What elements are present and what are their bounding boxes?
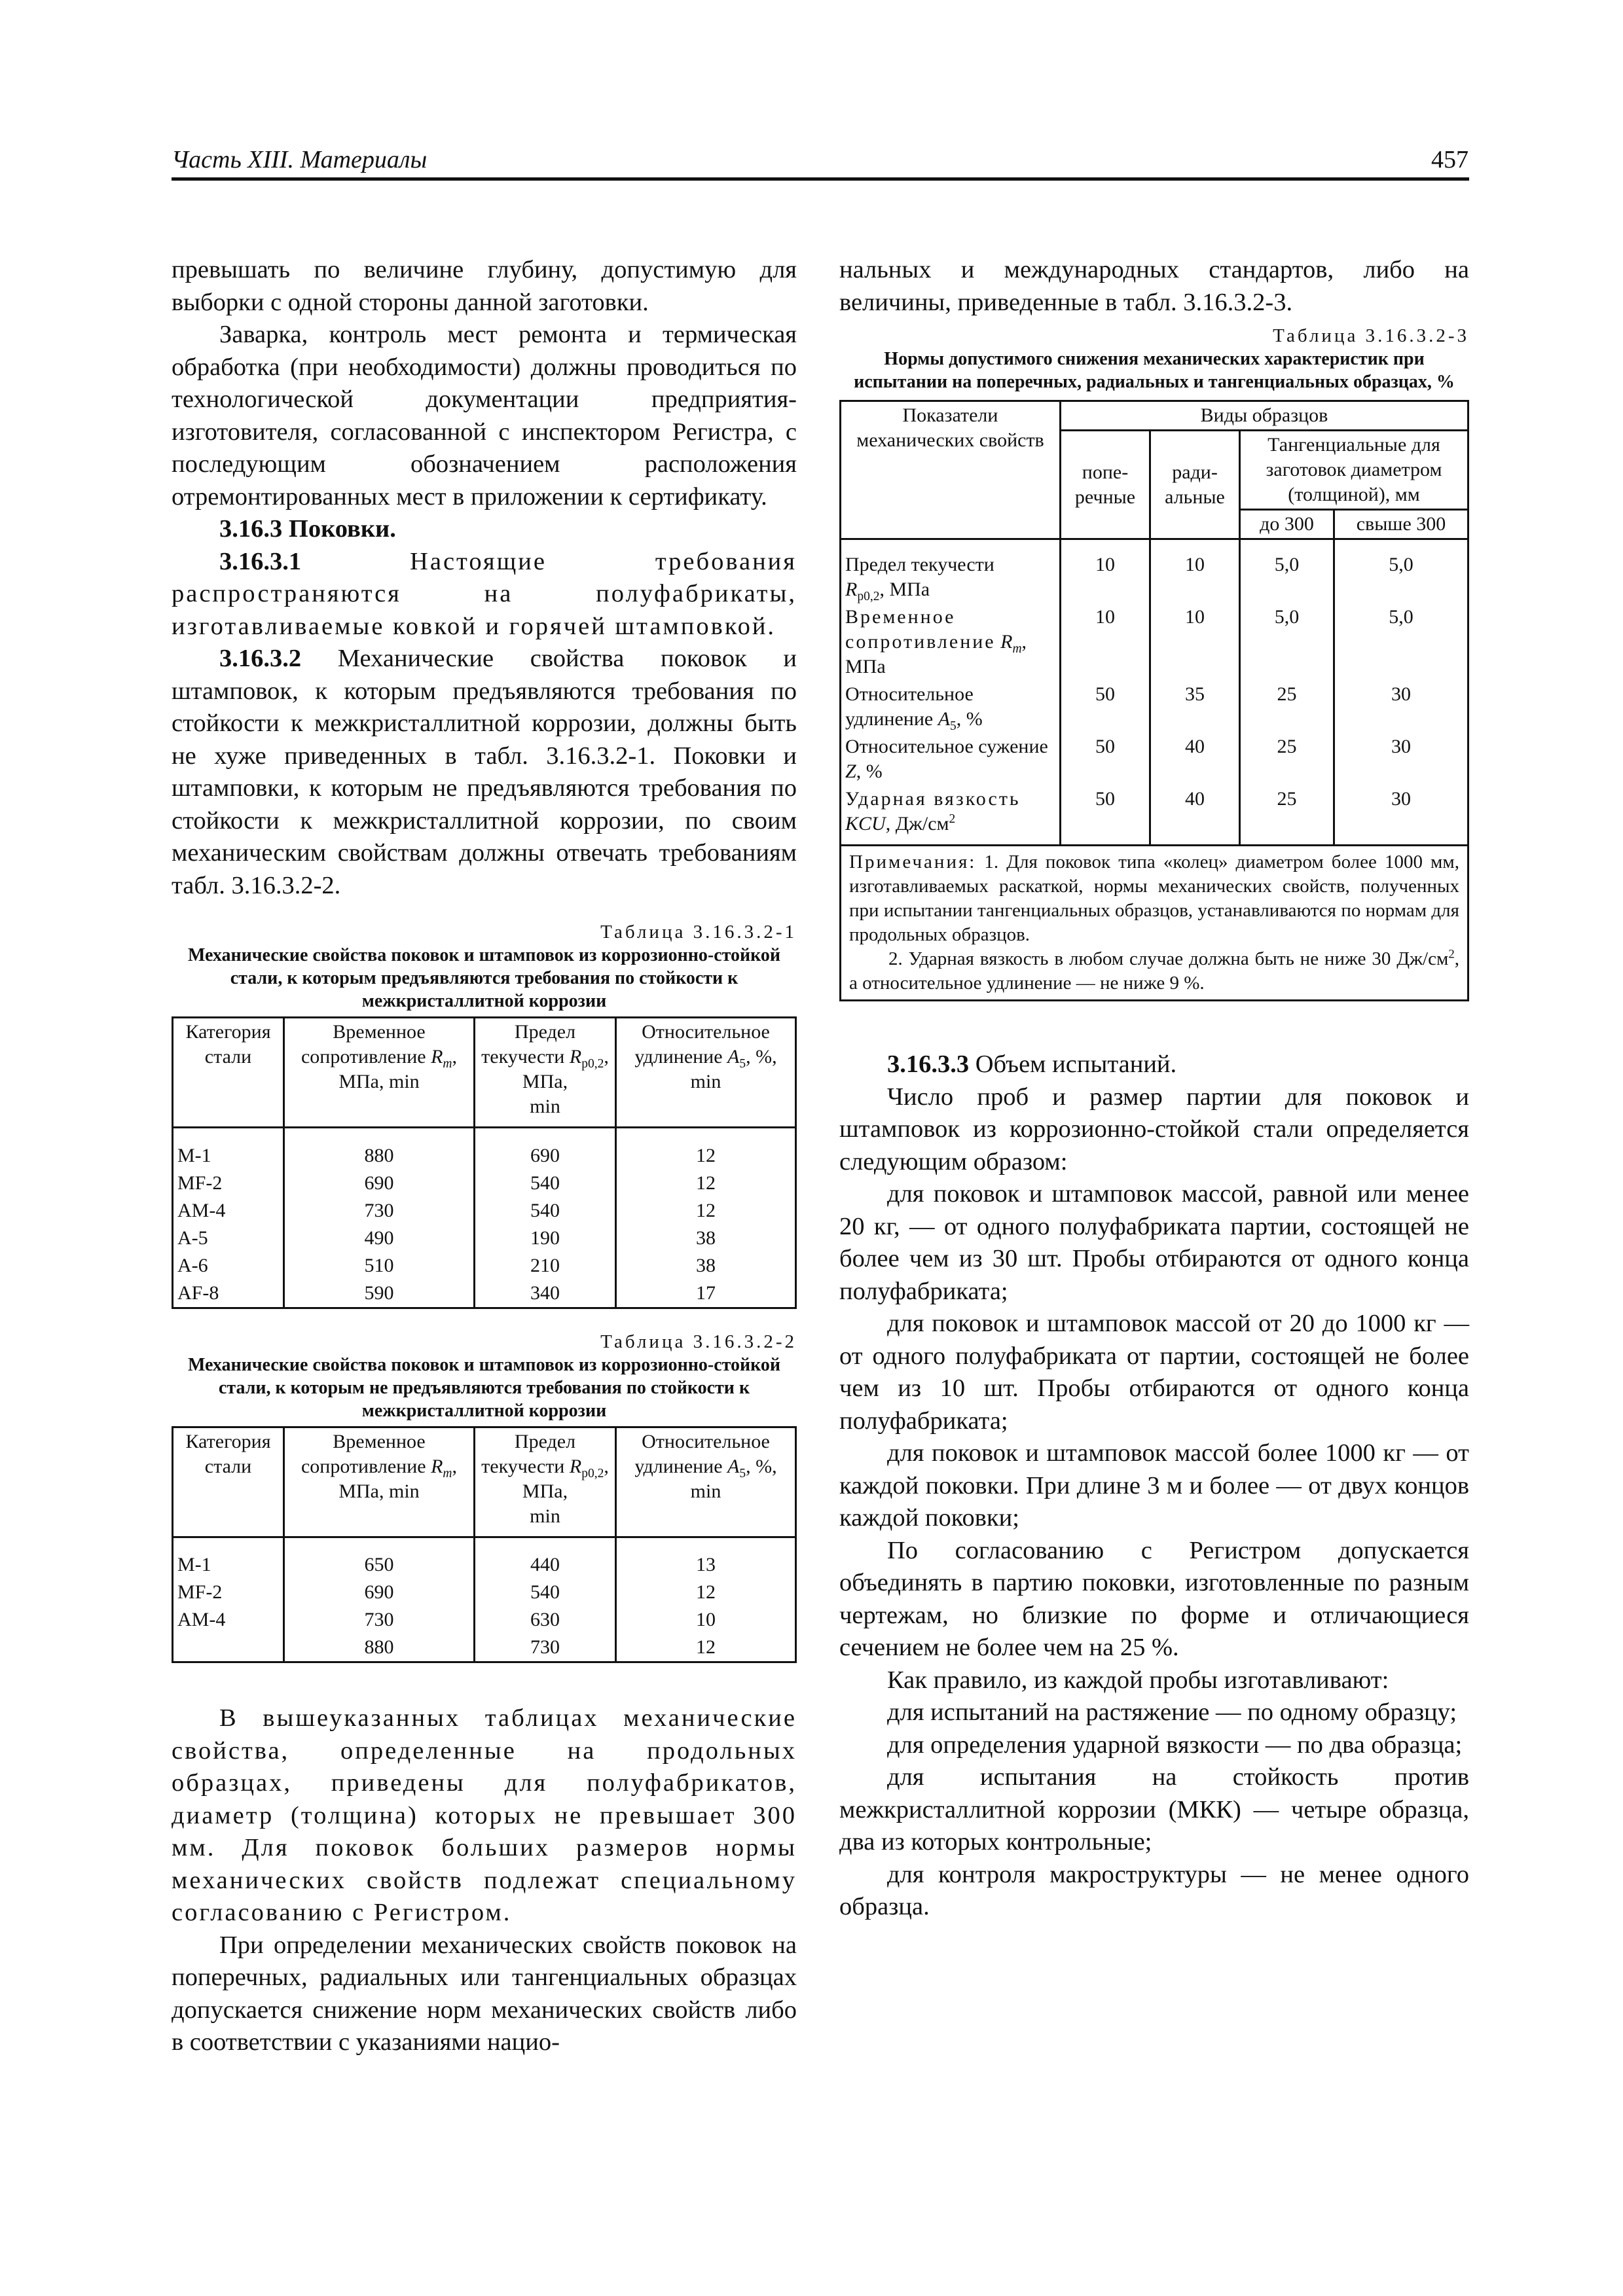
clause-text: Механические свойства поковок и штамповок, к которым предъявляются требования по стойкости к межкристаллитной коррозии, должны быть не хуже приведенных в табл. 3.16.3.2-1. Поковки и штамповки, к которым не предъявляются требования по стойкости к межкристаллитной коррозии, по своим механическим свойствам должны отвечать требованиям табл. 3.16.3.2-2. <box>172 645 797 899</box>
paragraph: для поковок и штамповок массой, равной или менее 20 кг, — от одного полуфабриката партии, состоящей не более чем из 30 шт. Пробы отбираются от одного конца полуфабриката; <box>839 1180 1469 1305</box>
mech-props-table-2 <box>172 1426 797 1664</box>
row-label: Относительное сужение Z, % <box>841 733 1061 785</box>
table-row: AM-4 730 630 10 <box>173 1606 796 1634</box>
row-label: Предел текучести $R_{p0,2}$, МПа <box>841 551 1061 603</box>
table-row: Относительное удлинение $A_5$, % 50 35 25 30 <box>841 681 1468 733</box>
table-header-row <box>841 401 1468 431</box>
col-header-yield: Предел текучести $R_{p0,2}$, МПа, min <box>475 1427 616 1537</box>
mech-props-table-1 <box>172 1016 797 1309</box>
note-2: 2. Ударная вязкость в любом случае должна быть не ниже 30 $Дж/см^2$, а относительное удлинение — не ниже 9 %. <box>849 947 1459 994</box>
paragraph: превышать по величине глубину, допустимую для выборки с одной стороны данной заготовки. <box>172 256 797 316</box>
col-header-elongation: Относительное удлинение $A_5$, %, min <box>616 1018 796 1128</box>
table-row: AM-4 730 540 12 <box>173 1197 796 1225</box>
section-heading-text: 3.16.3 Поковки. <box>219 515 396 543</box>
paragraph: для контроля макроструктуры — не менее одного образца. <box>839 1860 1469 1920</box>
paragraph: для испытания на стойкость против межкристаллитной коррозии (МКК) — четыре образца, два из которых контрольные; <box>839 1763 1469 1856</box>
row-label: Ударная вязкость KCU, $Дж/см^2$ <box>841 785 1061 838</box>
table-notes-row <box>841 846 1468 1001</box>
paragraph: для испытаний на растяжение — по одному образцу; <box>887 1698 1457 1726</box>
table-row: M-1 880 690 12 <box>173 1142 796 1170</box>
table-title: Механические свойства поковок и штамповок из коррозионно-стойкой стали, к которым не предъявляются требования по стойкости к межкристаллитной коррозии <box>187 1354 781 1421</box>
table-row: Предел текучести $R_{p0,2}$, МПа 10 10 5,0 5,0 <box>841 551 1468 603</box>
clause-number: 3.16.3.1 <box>219 547 302 575</box>
table-row: M-1 650 440 13 <box>173 1551 796 1579</box>
table-title: Механические свойства поковок и штамповок из коррозионно-стойкой стали, к которым предъявляются требования по стойкости к межкристаллитной коррозии <box>187 945 781 1011</box>
left-column <box>172 254 797 2059</box>
table-caption: Таблица 3.16.3.2-3 <box>1273 325 1469 346</box>
paragraph: Как правило, из каждой пробы изготавливают: <box>887 1666 1389 1694</box>
notes-label: Примечания: <box>849 852 977 872</box>
paragraph <box>172 643 797 902</box>
clause-number: 3.16.3.2 <box>219 645 302 672</box>
right-column <box>839 254 1469 1924</box>
table-caption: Таблица 3.16.3.2-1 <box>600 922 797 942</box>
row-label: Временное сопротивление $R_m$, МПа <box>841 603 1061 681</box>
table-notes <box>841 846 1468 1001</box>
paragraph: для поковок и штамповок массой более 1000 кг — от каждой поковки. При длине 3 м и более — от двух концов каждой поковки; <box>839 1439 1469 1532</box>
paragraph <box>172 546 797 643</box>
section-heading <box>839 1049 1469 1081</box>
clause-text: Объем испытаний. <box>969 1050 1177 1078</box>
col-header-yield: Предел текучести $R_{p0,2}$, МПа, min <box>475 1018 616 1128</box>
reduction-norms-table <box>839 400 1469 1001</box>
col-header-radial: ради- альные <box>1150 431 1240 539</box>
col-header-upto-300: до 300 <box>1240 510 1334 539</box>
paragraph: Число проб и размер партии для поковок и штамповок из коррозионно-стойкой стали определяется следующим образом: <box>839 1083 1469 1175</box>
note-1: 1. Для поковок типа «колец» диаметром более 1000 мм, изготавливаемых раскаткой, нормы механических свойств, полученных при испытании тангенциальных образцов, устанавливаются по нормам для продольных образцов. <box>849 852 1459 945</box>
table-header-row <box>173 1018 796 1128</box>
col-header-steel-category: Категория стали <box>173 1018 284 1128</box>
col-header-specimen-types: Виды образцов <box>1061 401 1468 431</box>
table-header-row <box>173 1427 796 1537</box>
paragraph: для поковок и штамповок массой от 20 до 1000 кг — от одного полуфабриката от партии, состоящей не более чем из 10 шт. Пробы отбираются от одного конца полуфабриката; <box>839 1310 1469 1435</box>
table-row: 880 730 12 <box>173 1634 796 1662</box>
paragraph: При определении механических свойств поковок на поперечных, радиальных или тангенциальных образцах допускается снижение норм механических свойств либо в соответствии с указаниями нацио- <box>172 1931 797 2056</box>
col-header-tangential: Тангенциальные для заготовок диаметром (толщиной), мм <box>1240 431 1468 510</box>
table-row: A-6 510 210 38 <box>173 1252 796 1280</box>
table-row: Временное сопротивление $R_m$, МПа 10 10 5,0 5,0 <box>841 603 1468 681</box>
col-header-tensile: Временное сопротивление $R_m$, МПа, min <box>284 1018 475 1128</box>
table-row: Относительное сужение Z, % 50 40 25 30 <box>841 733 1468 785</box>
table-row: MF-2 690 540 12 <box>173 1170 796 1197</box>
col-header-steel-category: Категория стали <box>173 1427 284 1537</box>
table-caption: Таблица 3.16.3.2-2 <box>600 1331 797 1352</box>
col-header-over-300: свыше 300 <box>1334 510 1468 539</box>
header-rule <box>172 177 1469 181</box>
table-title: Нормы допустимого снижения механических характеристик при испытании на поперечных, радиальных и тангенциальных образцах, % <box>854 349 1455 392</box>
table-row: A-5 490 190 38 <box>173 1225 796 1252</box>
page-number: 457 <box>1431 146 1468 173</box>
table-row: Ударная вязкость KCU, $Дж/см^2$ 50 40 25 30 <box>841 785 1468 838</box>
paragraph: нальных и международных стандартов, либо на величины, приведенные в табл. 3.16.3.2-3. <box>839 256 1469 316</box>
paragraph: Заварка, контроль мест ремонта и термическая обработка (при необходимости) должны проводиться по технологической документации предприятия-изготовителя, согласованной с инспектором Регистра, с последующим обозначением расположения отремонтированных мест в приложении к сертификату. <box>172 321 797 511</box>
col-header-tensile: Временное сопротивление $R_m$, МПа, min <box>284 1427 475 1537</box>
col-header-properties: Показатели механических свойств <box>841 401 1061 539</box>
running-header-title: Часть XIII. Материалы <box>172 146 428 173</box>
col-header-transverse: попе- речные <box>1061 431 1150 539</box>
col-header-elongation: Относительное удлинение $A_5$, %, min <box>616 1427 796 1537</box>
paragraph: В вышеуказанных таблицах механические свойства, определенные на продольных образцах, приведены для полуфабрикатов, диаметр (толщина) которых не превышает 300 мм. Для поковок больших размеров нормы механических свойств подлежат специальному согласованию с Регистром. <box>172 1704 797 1926</box>
paragraph: для определения ударной вязкости — по два образца; <box>887 1731 1463 1759</box>
clause-number: 3.16.3.3 <box>887 1050 970 1078</box>
table-row: AF-8 590 340 17 <box>173 1280 796 1308</box>
row-label: Относительное удлинение $A_5$, % <box>841 681 1061 733</box>
paragraph: По согласованию с Регистром допускается объединять в партию поковки, изготовленные по разным чертежам, но близкие по форме и отличающиеся сечением не более чем на 25 %. <box>839 1536 1469 1661</box>
clause-text: Настоящие требования распространяются на полуфабрикаты, изготавливаемые ковкой и горячей штамповкой. <box>172 547 797 640</box>
table-row: MF-2 690 540 12 <box>173 1579 796 1606</box>
section-heading <box>172 513 797 546</box>
